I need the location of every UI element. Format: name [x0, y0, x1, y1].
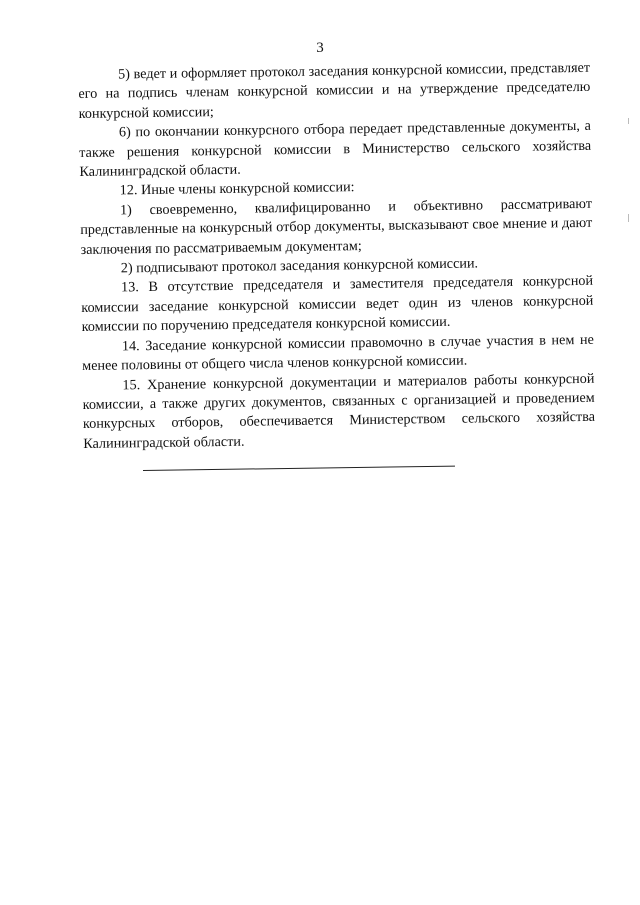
page-number: 3 — [316, 40, 324, 56]
paragraph-item-2: 2) подписывают протокол заседания конкурсной комиссии. — [120, 255, 479, 277]
document-body — [78, 59, 595, 454]
paragraph-section-13: 13. В отсутствие председателя и заместителя председателя конкурсной комиссии заседание конкурсной комиссии ведет один из членов конкурсной комиссии по поручению председателя конкурсной комиссии. — [81, 273, 594, 336]
paragraph-item-5: 5) ведет и оформляет протокол заседания конкурсной комиссии, представляет его на подпись членам конкурсной комиссии и на утверждение председателю конкурсной комиссии; — [78, 59, 591, 122]
scan-edge-mark — [628, 214, 629, 222]
paragraph-section-15: 15. Хранение конкурсной документации и материалов работы конкурсной комиссии, а также других документов, связанных с организацией и проведением конкурсных отборов, обеспечивается Министерством сельского хозяйства Калининградской области. — [82, 370, 596, 452]
end-of-text-divider — [143, 466, 455, 471]
paragraph-section-12: 12. Иные члены конкурсной комиссии: — [119, 179, 355, 199]
paragraph-item-1: 1) своевременно, квалифицированно и объективно рассматривают представленные на конкурсный отбор документы, высказывают свое мнение и дают заключения по рассматриваемым документам; — [80, 195, 593, 258]
paragraph-section-14: 14. Заседание конкурсной комиссии правомочно в случае участия в нем не менее половины от общего числа членов конкурсной комиссии. — [82, 331, 594, 375]
paragraph-item-6: 6) по окончании конкурсного отбора передает представленные документы, а также решения конкурсной комиссии в Министерство сельского хозяйства Калининградской области. — [79, 118, 592, 181]
scan-edge-mark — [628, 118, 629, 124]
